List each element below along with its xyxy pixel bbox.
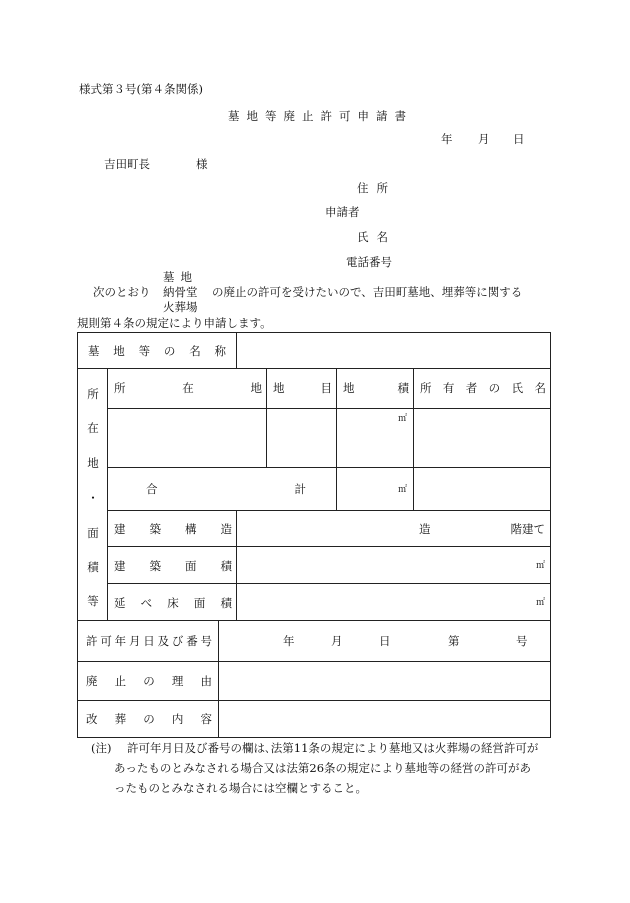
floor-area-label-text: 延 べ 床 面 積 (114, 596, 232, 610)
phone-label: 電話番号 (346, 255, 392, 269)
floor-area-label-cell (108, 584, 237, 621)
name-label: 氏名 (357, 230, 396, 244)
name-label-cell (78, 333, 237, 369)
intro-line2: 規則第４条の規定により申請します。 (77, 316, 272, 330)
permit-year-label: 年 (283, 634, 295, 648)
chimoku-value-cell[interactable] (267, 409, 337, 468)
reason-label-text: 廃 止 の 理 由 (86, 674, 212, 688)
chimoku-header-text: 地 目 (273, 381, 332, 395)
owner-value-cell[interactable] (414, 409, 551, 468)
owner-header-cell (414, 369, 551, 409)
structure-value-cell[interactable] (237, 511, 551, 547)
reburial-label-text: 改 葬 の 内 容 (86, 712, 212, 726)
intro-suffix: の廃止の許可を受けたいので、吉田町墓地、埋葬等に関する (212, 285, 523, 299)
building-area-value-cell[interactable] (237, 547, 551, 584)
total-label-text: 合 計 (146, 482, 306, 496)
date-month-label: 月 (478, 132, 490, 146)
option-ossuary: 納骨堂 (163, 285, 198, 299)
total-value-cell[interactable] (337, 468, 414, 511)
permit-go-label: 号 (516, 634, 528, 648)
floors-suffix: 階建て (510, 522, 545, 536)
note-line2: あったものとみなされる場合又は法第26条の規定により墓地等の経営の許可があ (114, 761, 532, 775)
applicant-label: 申請者 (325, 205, 360, 219)
location-header-cell (108, 369, 267, 409)
note-line3: ったものとみなされる場合には空欄とすること。 (114, 781, 367, 795)
application-table (77, 332, 551, 738)
page-title: 墓地等廃止許可申請書 (228, 109, 413, 123)
addressee: 吉田町長 (104, 157, 150, 171)
chiseki-value-cell[interactable] (337, 409, 414, 468)
total-label-cell (108, 468, 337, 511)
permit-label-text: 許 可 年 月 日 及 び 番 号 (86, 634, 212, 648)
option-cemetery: 墓地 (163, 270, 198, 284)
building-area-unit: ㎡ (535, 561, 545, 571)
permit-month-label: 月 (331, 634, 343, 648)
reburial-label-cell (78, 701, 219, 738)
address-label: 住所 (357, 181, 396, 195)
permit-dai-label: 第 (448, 634, 460, 648)
reburial-value-cell[interactable] (219, 701, 551, 738)
name-label-text: 墓 地 等 の 名 称 (88, 344, 226, 358)
name-value-cell[interactable] (237, 333, 551, 369)
structure-label-cell (108, 511, 237, 547)
chiseki-header-text: 地 積 (343, 381, 409, 395)
structure-suffix: 造 (419, 522, 431, 536)
reason-value-cell[interactable] (219, 662, 551, 701)
intro-prefix: 次のとおり (93, 285, 151, 299)
building-area-label-text: 建 築 面 積 (114, 559, 232, 573)
owner-header-text: 所 有 者 の 氏 名 (420, 381, 546, 395)
chiseki-header-cell (337, 369, 414, 409)
reason-label-cell (78, 662, 219, 701)
chiseki-unit: ㎡ (397, 414, 407, 424)
floor-area-unit: ㎡ (535, 598, 545, 608)
option-crematorium: 火葬場 (163, 300, 198, 314)
permit-day-label: 日 (379, 634, 391, 648)
form-number: 様式第３号(第４条関係) (79, 82, 203, 96)
structure-label-text: 建 築 構 造 (114, 522, 232, 536)
note-label: (注) (91, 741, 112, 755)
total-unit: ㎡ (397, 485, 407, 495)
note-line1: 許可年月日及び番号の欄は､法第11条の規定により墓地又は火葬場の経営許可が (127, 741, 539, 755)
floor-area-value-cell[interactable] (237, 584, 551, 621)
date-day-label: 日 (513, 132, 525, 146)
location-value-cell[interactable] (108, 409, 267, 468)
date-year-label: 年 (441, 132, 453, 146)
location-header-text: 所 在 地 (114, 381, 262, 395)
chimoku-header-cell (267, 369, 337, 409)
permit-value-cell[interactable] (219, 621, 551, 662)
building-area-label-cell (108, 547, 237, 584)
honorific: 様 (196, 157, 208, 171)
permit-label-cell (78, 621, 219, 662)
total-blank-cell (414, 468, 551, 511)
location-area-label-cell: 所 在 地 ・ 面 積 等 (78, 369, 108, 621)
